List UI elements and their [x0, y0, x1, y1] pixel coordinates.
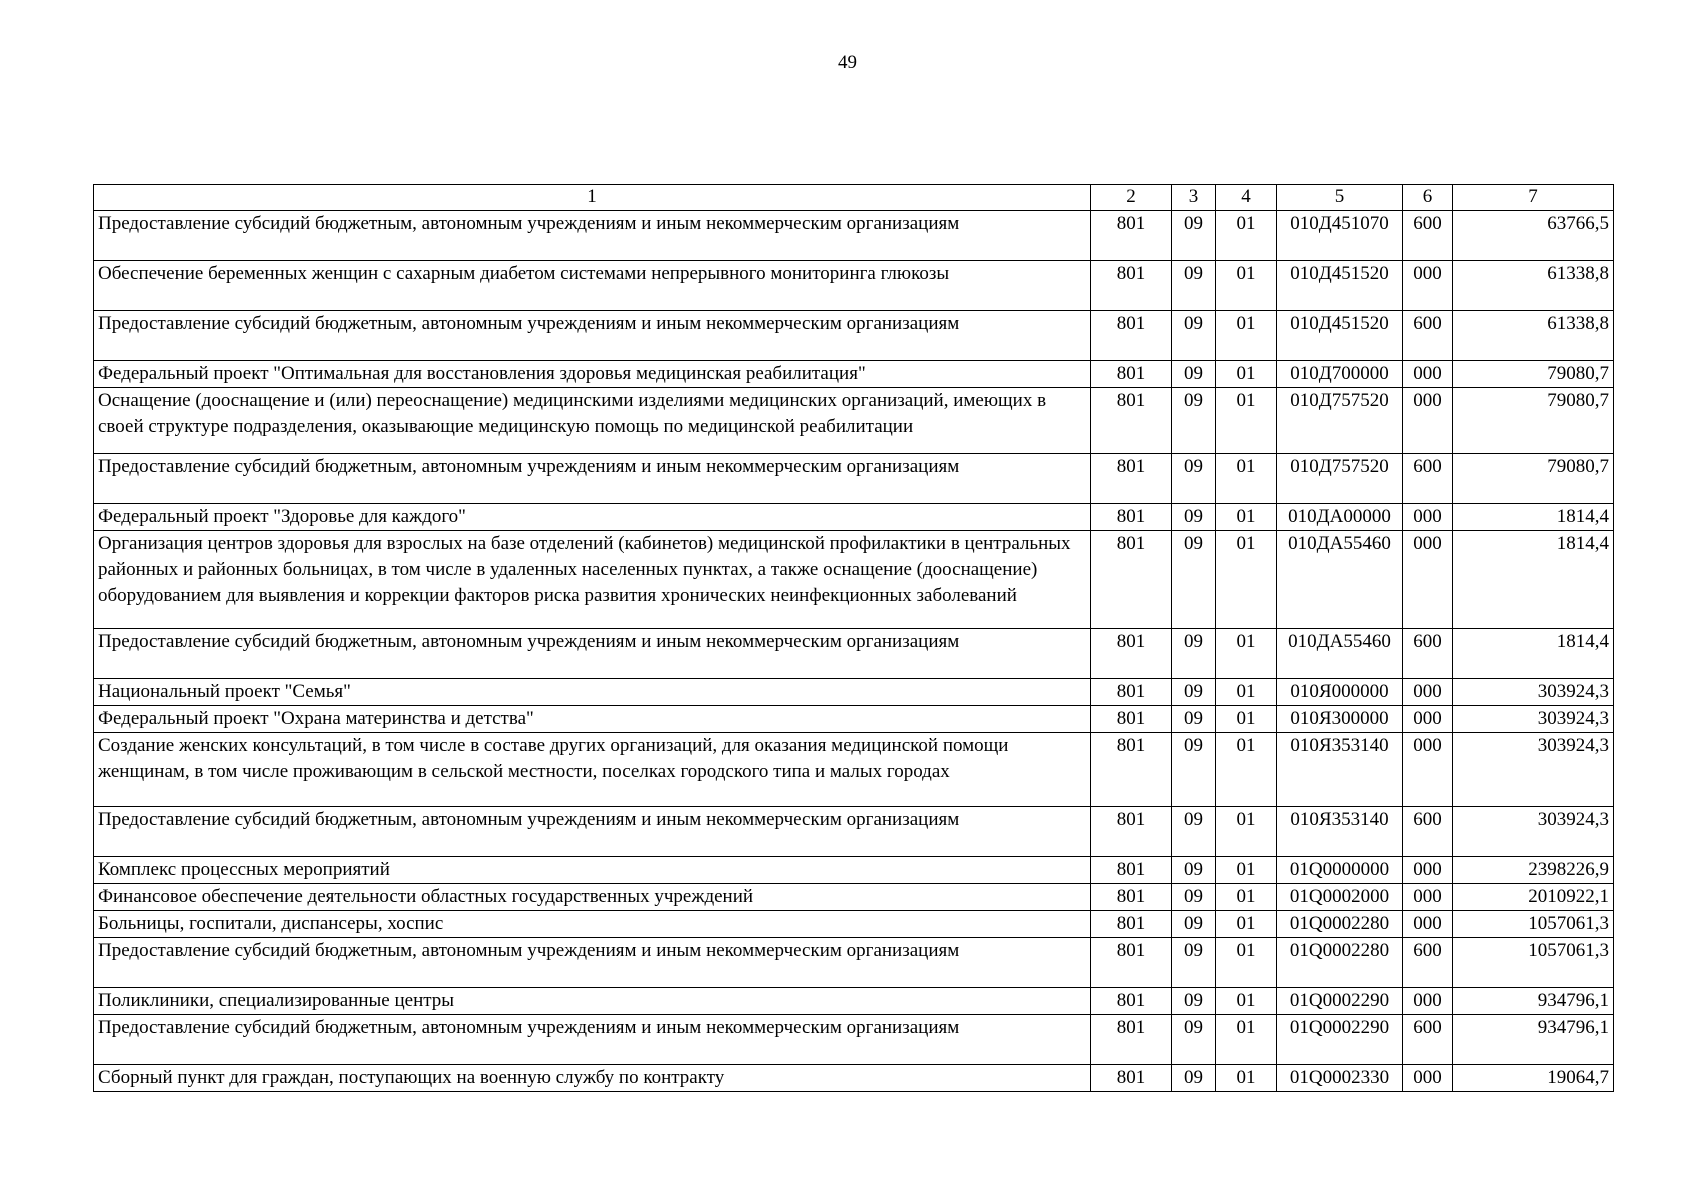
row-section: 09	[1172, 211, 1216, 261]
table-row	[94, 911, 1614, 938]
table-row	[94, 706, 1614, 733]
row-amount: 79080,7	[1453, 361, 1614, 388]
row-target-article: 010ДА00000	[1277, 504, 1403, 531]
row-admin-code: 801	[1091, 629, 1172, 679]
row-section: 09	[1172, 629, 1216, 679]
row-admin-code: 801	[1091, 261, 1172, 311]
header-col-1: 1	[94, 185, 1091, 211]
table-row	[94, 679, 1614, 706]
row-expense-type: 600	[1403, 938, 1453, 988]
row-amount: 1814,4	[1453, 531, 1614, 629]
row-target-article: 01Q0002280	[1277, 911, 1403, 938]
row-section: 09	[1172, 388, 1216, 454]
row-name: Комплекс процессных мероприятий	[94, 857, 1091, 884]
row-amount: 79080,7	[1453, 388, 1614, 454]
row-target-article: 010ДА55460	[1277, 531, 1403, 629]
row-section: 09	[1172, 361, 1216, 388]
row-admin-code: 801	[1091, 361, 1172, 388]
row-amount: 2398226,9	[1453, 857, 1614, 884]
row-expense-type: 000	[1403, 361, 1453, 388]
row-name: Национальный проект "Семья"	[94, 679, 1091, 706]
row-amount: 934796,1	[1453, 1015, 1614, 1065]
row-section: 09	[1172, 504, 1216, 531]
row-target-article: 010Д451520	[1277, 311, 1403, 361]
row-expense-type: 000	[1403, 911, 1453, 938]
row-expense-type: 600	[1403, 1015, 1453, 1065]
row-expense-type: 600	[1403, 211, 1453, 261]
row-admin-code: 801	[1091, 679, 1172, 706]
header-col-5: 5	[1277, 185, 1403, 211]
row-admin-code: 801	[1091, 1015, 1172, 1065]
table-row	[94, 311, 1614, 361]
row-section: 09	[1172, 261, 1216, 311]
row-name: Больницы, госпитали, диспансеры, хоспис	[94, 911, 1091, 938]
row-admin-code: 801	[1091, 454, 1172, 504]
header-col-3: 3	[1172, 185, 1216, 211]
row-name: Сборный пункт для граждан, поступающих на военную службу по контракту	[94, 1065, 1091, 1092]
table-row	[94, 884, 1614, 911]
row-target-article: 010Я300000	[1277, 706, 1403, 733]
row-section: 09	[1172, 454, 1216, 504]
row-expense-type: 600	[1403, 629, 1453, 679]
row-subsection: 01	[1216, 1065, 1277, 1092]
row-section: 09	[1172, 807, 1216, 857]
row-amount: 303924,3	[1453, 733, 1614, 807]
row-amount: 2010922,1	[1453, 884, 1614, 911]
row-section: 09	[1172, 733, 1216, 807]
row-amount: 63766,5	[1453, 211, 1614, 261]
row-subsection: 01	[1216, 1015, 1277, 1065]
row-section: 09	[1172, 911, 1216, 938]
header-col-2: 2	[1091, 185, 1172, 211]
table-row	[94, 938, 1614, 988]
row-subsection: 01	[1216, 311, 1277, 361]
row-target-article: 01Q0002290	[1277, 1015, 1403, 1065]
row-target-article: 010Д757520	[1277, 388, 1403, 454]
table-row	[94, 261, 1614, 311]
row-section: 09	[1172, 679, 1216, 706]
row-admin-code: 801	[1091, 211, 1172, 261]
row-admin-code: 801	[1091, 857, 1172, 884]
table-row	[94, 454, 1614, 504]
row-target-article: 010Я353140	[1277, 733, 1403, 807]
header-col-4: 4	[1216, 185, 1277, 211]
row-section: 09	[1172, 531, 1216, 629]
row-target-article: 010Д451070	[1277, 211, 1403, 261]
row-expense-type: 000	[1403, 531, 1453, 629]
row-name: Федеральный проект "Оптимальная для восстановления здоровья медицинская реабилитация"	[94, 361, 1091, 388]
row-expense-type: 000	[1403, 504, 1453, 531]
row-target-article: 010Д757520	[1277, 454, 1403, 504]
row-admin-code: 801	[1091, 388, 1172, 454]
row-expense-type: 000	[1403, 733, 1453, 807]
row-name: Предоставление субсидий бюджетным, автономным учреждениям и иным некоммерческим организациям	[94, 807, 1091, 857]
row-section: 09	[1172, 857, 1216, 884]
row-admin-code: 801	[1091, 733, 1172, 807]
row-section: 09	[1172, 988, 1216, 1015]
table-row	[94, 733, 1614, 807]
row-name: Федеральный проект "Охрана материнства и детства"	[94, 706, 1091, 733]
row-section: 09	[1172, 706, 1216, 733]
row-subsection: 01	[1216, 988, 1277, 1015]
row-admin-code: 801	[1091, 531, 1172, 629]
row-target-article: 010Д451520	[1277, 261, 1403, 311]
row-amount: 1814,4	[1453, 504, 1614, 531]
row-subsection: 01	[1216, 388, 1277, 454]
row-target-article: 01Q0002000	[1277, 884, 1403, 911]
row-name: Финансовое обеспечение деятельности областных государственных учреждений	[94, 884, 1091, 911]
row-section: 09	[1172, 1065, 1216, 1092]
row-subsection: 01	[1216, 733, 1277, 807]
row-admin-code: 801	[1091, 911, 1172, 938]
table-row	[94, 361, 1614, 388]
row-name: Предоставление субсидий бюджетным, автономным учреждениям и иным некоммерческим организациям	[94, 311, 1091, 361]
header-row	[94, 185, 1614, 211]
row-amount: 303924,3	[1453, 807, 1614, 857]
row-expense-type: 000	[1403, 706, 1453, 733]
table-row	[94, 211, 1614, 261]
row-expense-type: 000	[1403, 988, 1453, 1015]
row-name: Предоставление субсидий бюджетным, автономным учреждениям и иным некоммерческим организациям	[94, 1015, 1091, 1065]
row-section: 09	[1172, 884, 1216, 911]
table-row	[94, 531, 1614, 629]
row-section: 09	[1172, 311, 1216, 361]
row-amount: 1057061,3	[1453, 911, 1614, 938]
row-admin-code: 801	[1091, 706, 1172, 733]
row-amount: 61338,8	[1453, 311, 1614, 361]
row-section: 09	[1172, 938, 1216, 988]
row-expense-type: 000	[1403, 857, 1453, 884]
row-subsection: 01	[1216, 454, 1277, 504]
row-expense-type: 000	[1403, 884, 1453, 911]
row-admin-code: 801	[1091, 884, 1172, 911]
row-subsection: 01	[1216, 857, 1277, 884]
table-row	[94, 807, 1614, 857]
row-subsection: 01	[1216, 504, 1277, 531]
row-subsection: 01	[1216, 807, 1277, 857]
row-name: Поликлиники, специализированные центры	[94, 988, 1091, 1015]
row-admin-code: 801	[1091, 311, 1172, 361]
row-subsection: 01	[1216, 679, 1277, 706]
row-subsection: 01	[1216, 911, 1277, 938]
row-target-article: 01Q0002290	[1277, 988, 1403, 1015]
row-name: Федеральный проект "Здоровье для каждого"	[94, 504, 1091, 531]
row-amount: 303924,3	[1453, 706, 1614, 733]
row-name: Предоставление субсидий бюджетным, автономным учреждениям и иным некоммерческим организациям	[94, 454, 1091, 504]
row-expense-type: 000	[1403, 679, 1453, 706]
row-target-article: 01Q0002330	[1277, 1065, 1403, 1092]
row-subsection: 01	[1216, 938, 1277, 988]
row-admin-code: 801	[1091, 807, 1172, 857]
row-target-article: 010Я353140	[1277, 807, 1403, 857]
row-expense-type: 000	[1403, 261, 1453, 311]
row-amount: 79080,7	[1453, 454, 1614, 504]
row-target-article: 010ДА55460	[1277, 629, 1403, 679]
row-subsection: 01	[1216, 261, 1277, 311]
row-expense-type: 000	[1403, 1065, 1453, 1092]
table-row	[94, 988, 1614, 1015]
row-amount: 61338,8	[1453, 261, 1614, 311]
row-name: Предоставление субсидий бюджетным, автономным учреждениям и иным некоммерческим организациям	[94, 938, 1091, 988]
table-row	[94, 504, 1614, 531]
row-expense-type: 600	[1403, 807, 1453, 857]
row-admin-code: 801	[1091, 938, 1172, 988]
row-name: Предоставление субсидий бюджетным, автономным учреждениям и иным некоммерческим организациям	[94, 629, 1091, 679]
row-amount: 19064,7	[1453, 1065, 1614, 1092]
row-target-article: 010Я000000	[1277, 679, 1403, 706]
row-subsection: 01	[1216, 884, 1277, 911]
table-row	[94, 1065, 1614, 1092]
row-subsection: 01	[1216, 629, 1277, 679]
row-name: Организация центров здоровья для взрослых на базе отделений (кабинетов) медицинской профилактики в центральных районных и районных больницах, в том числе в удаленных населенных пунктах, а также оснащение (дооснащение) оборудованием для выявления и коррекции факторов риска развития хронических неинфекционных заболеваний	[94, 531, 1091, 629]
row-subsection: 01	[1216, 361, 1277, 388]
header-col-7: 7	[1453, 185, 1614, 211]
row-target-article: 01Q0002280	[1277, 938, 1403, 988]
row-admin-code: 801	[1091, 1065, 1172, 1092]
row-name: Создание женских консультаций, в том числе в составе других организаций, для оказания медицинской помощи женщинам, в том числе проживающим в сельской местности, поселках городского типа и малых городах	[94, 733, 1091, 807]
page-number: 49	[838, 52, 857, 73]
row-amount: 1814,4	[1453, 629, 1614, 679]
table-row	[94, 1015, 1614, 1065]
budget-table	[93, 184, 1614, 1092]
row-subsection: 01	[1216, 706, 1277, 733]
row-admin-code: 801	[1091, 504, 1172, 531]
row-target-article: 010Д700000	[1277, 361, 1403, 388]
row-expense-type: 600	[1403, 454, 1453, 504]
row-name: Оснащение (дооснащение и (или) переоснащение) медицинскими изделиями медицинских организаций, имеющих в своей структуре подразделения, оказывающие медицинскую помощь по медицинской реабилитации	[94, 388, 1091, 454]
table-row	[94, 857, 1614, 884]
table-row	[94, 629, 1614, 679]
row-name: Предоставление субсидий бюджетным, автономным учреждениям и иным некоммерческим организациям	[94, 211, 1091, 261]
header-col-6: 6	[1403, 185, 1453, 211]
table-row	[94, 388, 1614, 454]
row-expense-type: 600	[1403, 311, 1453, 361]
row-target-article: 01Q0000000	[1277, 857, 1403, 884]
row-amount: 303924,3	[1453, 679, 1614, 706]
row-name: Обеспечение беременных женщин с сахарным диабетом системами непрерывного мониторинга глюкозы	[94, 261, 1091, 311]
row-subsection: 01	[1216, 531, 1277, 629]
row-amount: 1057061,3	[1453, 938, 1614, 988]
row-expense-type: 000	[1403, 388, 1453, 454]
row-amount: 934796,1	[1453, 988, 1614, 1015]
row-admin-code: 801	[1091, 988, 1172, 1015]
row-subsection: 01	[1216, 211, 1277, 261]
row-section: 09	[1172, 1015, 1216, 1065]
